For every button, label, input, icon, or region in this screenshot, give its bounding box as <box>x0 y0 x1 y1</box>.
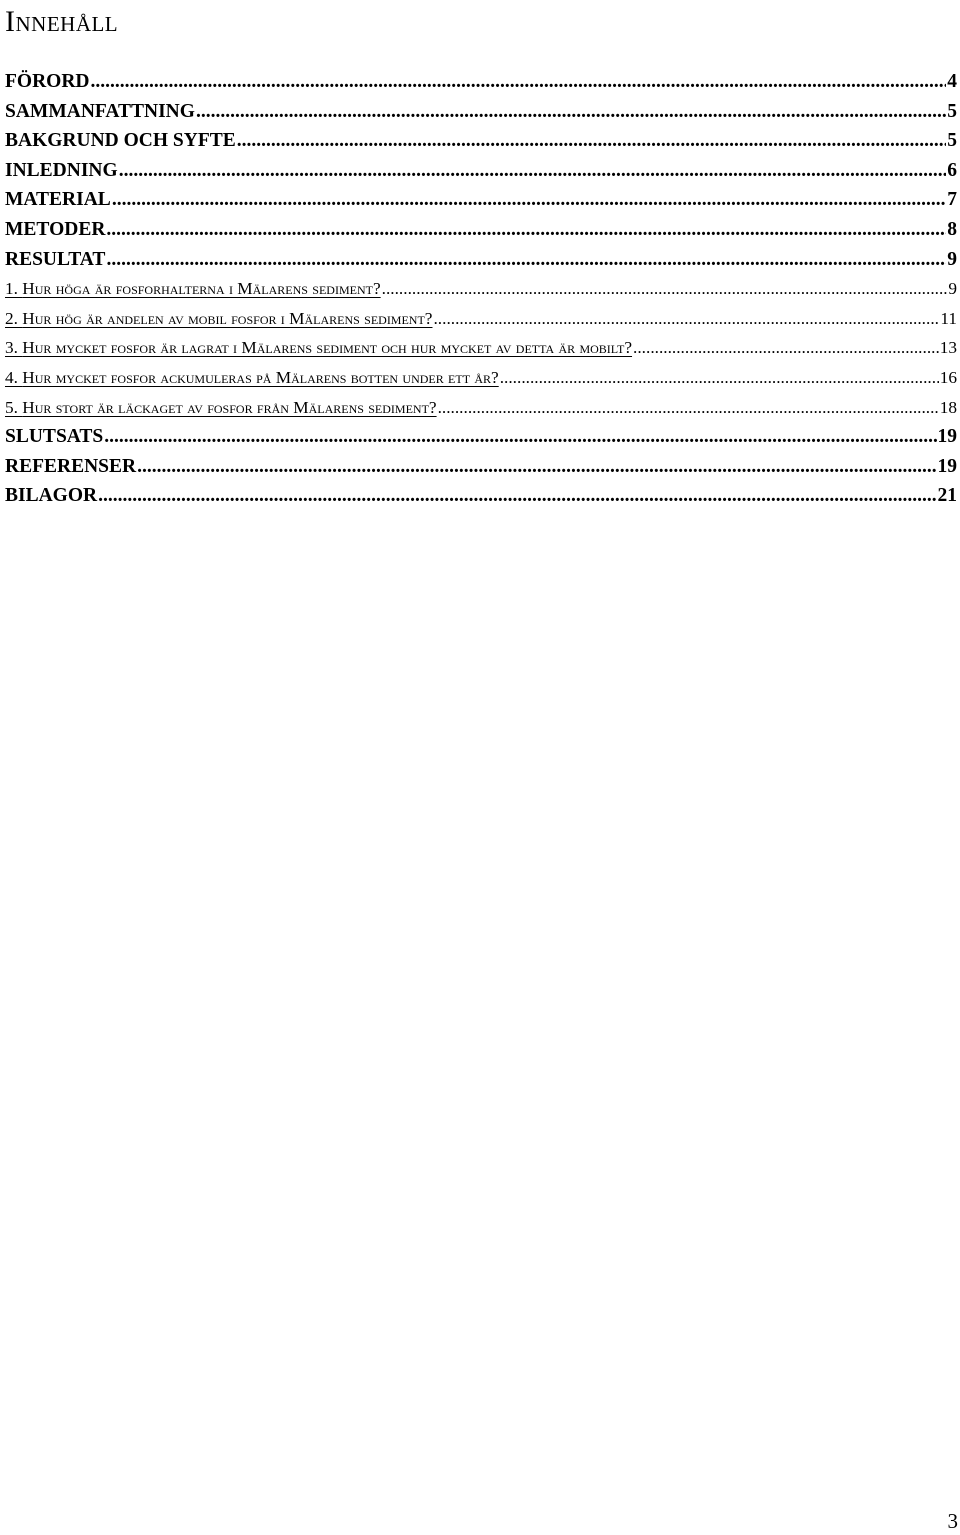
toc-dot-leader <box>112 185 946 215</box>
toc-entry[interactable] <box>5 245 960 275</box>
toc-entry-page: 19 <box>937 455 957 477</box>
toc-entry[interactable] <box>5 333 960 363</box>
toc-entry-number: 3. <box>5 338 23 358</box>
toc-dot-leader <box>106 245 946 275</box>
toc-dot-leader <box>91 67 947 97</box>
toc-dot-leader <box>633 333 939 363</box>
toc-entry[interactable] <box>5 97 960 127</box>
toc-entry-title: Hur mycket fosfor är lagrat i Mälarens sediment och hur mycket av detta är mobilt? <box>22 338 633 358</box>
toc-entry-label <box>5 274 381 304</box>
toc-entry-title: RESULTAT <box>5 248 106 270</box>
toc-entry[interactable] <box>5 422 960 452</box>
toc-entry-page: 13 <box>939 338 957 358</box>
toc-entry-title: BAKGRUND OCH SYFTE <box>5 130 236 152</box>
toc-entry[interactable] <box>5 156 960 186</box>
toc-entry-page: 5 <box>947 100 957 122</box>
toc-entry[interactable] <box>5 274 960 304</box>
toc-entry-title: BILAGOR <box>5 485 98 507</box>
toc-entry-label <box>5 481 97 511</box>
toc-entry[interactable] <box>5 185 960 215</box>
toc-dot-leader <box>137 452 936 482</box>
toc-entry-label <box>5 67 90 97</box>
toc-entry[interactable] <box>5 481 960 511</box>
toc-dot-leader <box>382 274 948 304</box>
toc-entry-title: SAMMANFATTNING <box>5 100 195 122</box>
toc-entry-page: 8 <box>947 218 957 240</box>
toc-dot-leader <box>106 215 946 245</box>
toc-entry-label <box>5 393 437 423</box>
toc-entry-page: 9 <box>948 279 957 299</box>
toc-entry-label <box>5 422 103 452</box>
toc-entry-label <box>5 215 105 245</box>
toc-entry-number: 2. <box>5 308 23 328</box>
toc-entry-page: 6 <box>947 159 957 181</box>
toc-entry-page: 4 <box>947 71 957 92</box>
toc-entry-title: METODER <box>5 218 106 240</box>
toc-entry-number: 1. <box>5 279 23 299</box>
toc-entry[interactable] <box>5 67 960 97</box>
toc-entry-title: Hur hög är andelen av mobil fosfor i Mälarens sediment? <box>22 308 433 328</box>
toc-entry-label <box>5 333 632 363</box>
toc-entry-page: 16 <box>939 367 957 387</box>
toc-entry[interactable] <box>5 452 960 482</box>
toc-entry[interactable] <box>5 363 960 393</box>
toc-entry-label <box>5 304 432 334</box>
toc-entry-label <box>5 156 118 186</box>
toc-dot-leader <box>98 481 936 511</box>
page-number: 3 <box>947 1509 958 1533</box>
toc-entry-label <box>5 363 499 393</box>
toc-entry-title: Hur mycket fosfor ackumuleras på Mälarens botten under ett år? <box>22 367 499 387</box>
toc-entry-title: REFERENSER <box>5 455 137 477</box>
toc-entry-label <box>5 245 105 275</box>
toc-dot-leader <box>433 304 939 334</box>
toc-dot-leader <box>104 422 936 452</box>
toc-dot-leader <box>119 156 947 186</box>
toc-entry[interactable] <box>5 304 960 334</box>
toc-entry[interactable] <box>5 393 960 423</box>
toc-entry-title: Hur stort är läckaget av fosfor från Mälarens sediment? <box>22 397 437 417</box>
toc-dot-leader <box>500 363 939 393</box>
toc-entry-label <box>5 126 236 156</box>
toc-dot-leader <box>237 126 946 156</box>
toc-entry-page: 18 <box>939 397 957 417</box>
toc-entry-page: 19 <box>937 426 957 448</box>
toc-entry-label <box>5 185 111 215</box>
toc-entry-page: 9 <box>947 248 957 270</box>
toc-entry-number: 5. <box>5 397 23 417</box>
toc-entry-page: 21 <box>937 485 957 507</box>
table-of-contents <box>5 67 960 511</box>
toc-entry-title: INLEDNING <box>5 159 118 181</box>
toc-entry-number: 4. <box>5 367 23 387</box>
toc-entry-label <box>5 452 136 482</box>
page-title: Innehåll <box>5 5 119 38</box>
toc-entry-page: 7 <box>947 189 957 211</box>
toc-entry-title: SLUTSATS <box>5 426 104 448</box>
toc-entry-page: 11 <box>940 308 957 328</box>
toc-entry-page: 5 <box>947 130 957 152</box>
toc-entry[interactable] <box>5 215 960 245</box>
toc-entry-title: Hur höga är fosforhalterna i Mälarens sediment? <box>22 279 381 299</box>
toc-dot-leader <box>438 393 939 423</box>
toc-entry-title: MATERIAL <box>5 189 111 211</box>
toc-entry-title: FÖRORD <box>5 71 90 92</box>
toc-entry-label <box>5 97 195 127</box>
toc-dot-leader <box>196 97 946 127</box>
toc-entry[interactable] <box>5 126 960 156</box>
